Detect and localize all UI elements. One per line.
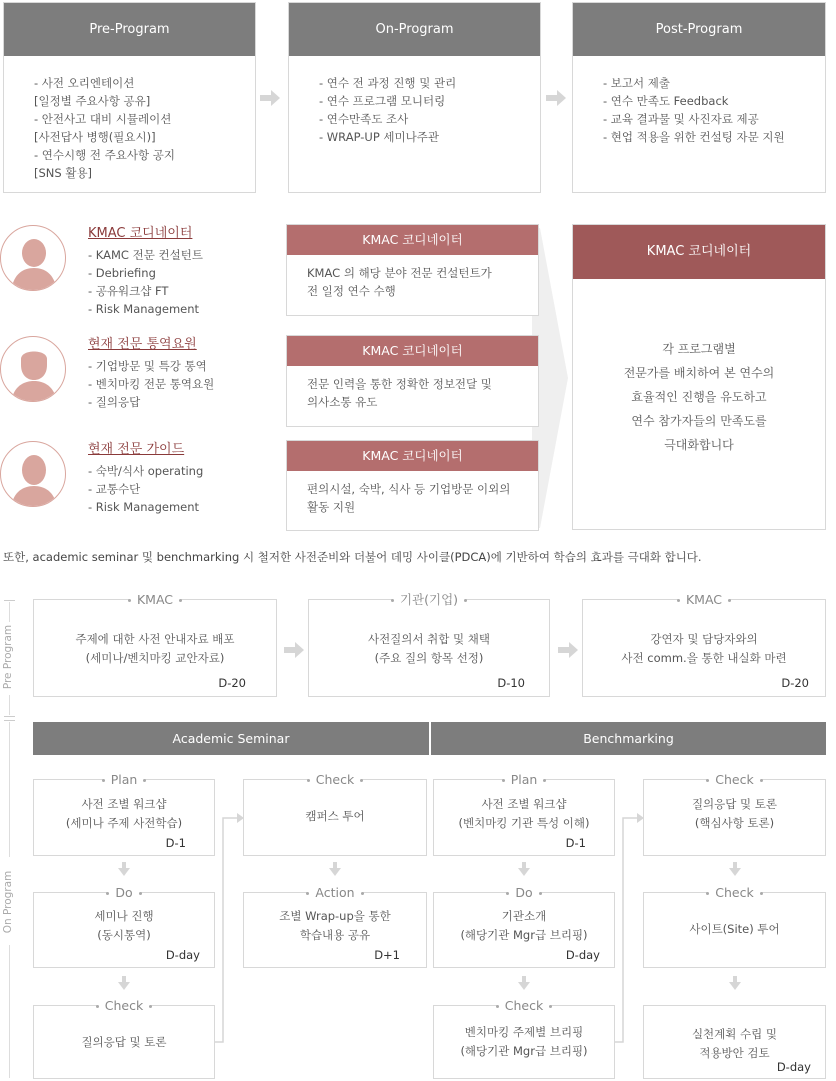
role-title: 현재 전문 가이드 <box>88 442 185 457</box>
coordinator-box-text <box>287 471 538 516</box>
flow-card <box>643 885 826 968</box>
text-line: 적용방안 검토 <box>699 1046 770 1060</box>
text-line: 학습내용 공유 <box>299 928 371 942</box>
connector-arrow-icon <box>615 808 645 1044</box>
summary-title: KMAC 코디네이터 <box>573 225 825 279</box>
text-line: 편의시설, 숙박, 식사 등 기업방문 이외의 <box>307 482 511 496</box>
text-line: 조별 Wrap-up을 통한 <box>279 909 391 923</box>
card-label: KMAC <box>678 592 730 607</box>
text-line: 강연자 및 담당자와의 <box>650 632 758 646</box>
text-line: 사전 조별 워크샵 <box>81 797 167 811</box>
list-item: - 안전사고 대비 시뮬레이션 <box>34 112 172 126</box>
flow-card <box>243 772 427 856</box>
arrow-down-icon <box>518 976 530 990</box>
arrow-down-icon <box>729 976 741 990</box>
avatar-interpreter <box>0 336 66 402</box>
role-title: KMAC 코디네이터 <box>88 226 193 241</box>
list-item: - Debriefing <box>88 266 156 280</box>
text-line: 세미나 진행 <box>94 909 154 923</box>
timeline-line <box>9 945 10 1078</box>
card-day: D-1 <box>565 836 586 850</box>
text-line: 질의응답 및 토론 <box>691 797 778 811</box>
timeline-tick <box>4 600 15 601</box>
list-item: - 연수시행 전 주요사항 공지 <box>34 148 175 162</box>
text-line: 전문가를 배치하여 본 연수의 <box>623 366 775 380</box>
coordinator-box <box>286 335 539 427</box>
text-line: 효율적인 진행을 유도하고 <box>631 390 767 404</box>
text-line: 전문 인력을 통한 정확한 정보전달 및 <box>307 377 492 391</box>
card-day: D-1 <box>165 836 186 850</box>
card-text <box>434 907 614 945</box>
description-note: 또한, academic seminar 및 benchmarking 시 철저한 사전준비와 더불어 데밍 사이클(PDCA)에 기반하여 학습의 효과를 극대화 합니다. <box>3 550 702 564</box>
coordinator-box <box>286 440 539 531</box>
section-academic-seminar: Academic Seminar <box>33 722 429 755</box>
connector-arrow-icon <box>215 808 245 1044</box>
list-item: [일정별 주요사항 공유] <box>34 94 151 108</box>
list-item: - 질의응답 <box>88 395 141 409</box>
arrow-right-icon <box>259 87 281 109</box>
arrow-right-icon <box>283 639 305 661</box>
text-line: 질의응답 및 토론 <box>81 1035 167 1049</box>
card-label: 기관(기업) <box>392 592 466 607</box>
card-text <box>309 630 549 668</box>
list-item: - 사전 오리엔테이션 <box>34 76 135 90</box>
phase-title: Pre-Program <box>4 3 255 56</box>
card-text <box>583 630 825 668</box>
list-item: [SNS 활용] <box>34 166 93 180</box>
list-item: - 현업 적용을 위한 컨설팅 자문 지원 <box>603 130 785 144</box>
coordinator-box <box>286 224 539 316</box>
phase-list <box>573 56 825 146</box>
list-item: - 벤치마킹 전문 통역요원 <box>88 377 215 391</box>
text-line: 기관소개 <box>501 909 547 923</box>
text-line: 의사소통 유도 <box>307 395 378 409</box>
card-day: D-20 <box>218 676 246 690</box>
arrow-down-icon <box>118 976 130 990</box>
card-text <box>644 920 825 939</box>
text-line: KMAC 의 해당 분야 전문 컨설턴트가 <box>307 266 492 280</box>
arrow-down-icon <box>118 862 130 876</box>
list-item: - KAMC 전문 컨설턴트 <box>88 248 203 262</box>
text-line: 실천계획 수립 및 <box>691 1027 778 1041</box>
flow-card <box>433 885 615 968</box>
text-line: 사전 comm.을 통한 내실화 마련 <box>621 651 787 665</box>
card-text <box>644 795 825 833</box>
text-line: 사전 조별 워크샵 <box>481 797 567 811</box>
card-day: D-20 <box>781 676 809 690</box>
card-label: Do <box>507 885 540 900</box>
person-icon <box>1 442 66 507</box>
arrow-right-icon <box>545 87 567 109</box>
coordinator-box-title: KMAC 코디네이터 <box>287 225 538 255</box>
coordinator-box-text <box>287 366 538 411</box>
coordinator-box-text <box>287 255 538 300</box>
card-text <box>34 907 214 945</box>
list-item: - 보고서 제출 <box>603 76 671 90</box>
card-label: Action <box>307 885 362 900</box>
text-line: 캠퍼스 투어 <box>305 809 365 823</box>
person-icon <box>1 226 66 291</box>
text-line: (동시통역) <box>97 928 151 942</box>
text-line: 전 일정 연수 수행 <box>307 284 396 298</box>
timeline-line <box>9 695 10 715</box>
arrow-down-icon <box>729 862 741 876</box>
arrow-down-icon <box>518 862 530 876</box>
card-label: KMAC <box>129 592 181 607</box>
person-icon <box>1 337 66 402</box>
text-line: 주제에 대한 사전 안내자료 배포 <box>75 632 235 646</box>
text-line: (벤치마킹 기관 특성 이해) <box>458 816 590 830</box>
card-text <box>244 807 426 826</box>
list-item: - 연수 만족도 Feedback <box>603 94 729 108</box>
role-list <box>88 246 203 318</box>
side-label-on: On Program <box>2 870 14 934</box>
phase-pre-program <box>3 2 256 193</box>
list-item: - 기업방문 및 특강 통역 <box>88 359 207 373</box>
list-item: - Risk Management <box>88 500 200 514</box>
card-text <box>434 795 614 833</box>
list-item: - 교통수단 <box>88 482 141 496</box>
card-day: D-day <box>165 948 200 962</box>
card-text <box>244 907 426 945</box>
phase-title: Post-Program <box>573 3 825 56</box>
arrow-down-icon <box>329 862 341 876</box>
pre-program-card <box>33 592 277 697</box>
summary-box <box>572 224 826 530</box>
phase-on-program <box>288 2 541 193</box>
summary-text <box>573 279 825 457</box>
flow-card <box>33 885 215 968</box>
list-item: - 연수 프로그램 모니터링 <box>319 94 446 108</box>
card-day: D-day <box>776 1060 811 1074</box>
text-line: 각 프로그램별 <box>662 342 736 356</box>
role-list <box>88 462 203 516</box>
card-label: Plan <box>503 772 546 787</box>
list-item: - 교육 결과물 및 사진자료 제공 <box>603 112 759 126</box>
pre-program-card <box>582 592 826 697</box>
card-label: Check <box>97 998 151 1013</box>
phase-post-program <box>572 2 826 193</box>
coordinator-box-title: KMAC 코디네이터 <box>287 441 538 471</box>
list-item: [사전답사 병행(필요시)] <box>34 130 156 144</box>
coordinator-box-title: KMAC 코디네이터 <box>287 336 538 366</box>
flow-card <box>433 998 615 1079</box>
flow-card <box>643 1005 826 1079</box>
list-item: - 연수만족도 조사 <box>319 112 409 126</box>
pre-program-card <box>308 592 550 697</box>
list-item: - 연수 전 과정 진행 및 관리 <box>319 76 457 90</box>
role-list <box>88 357 214 411</box>
phase-title: On-Program <box>289 3 540 56</box>
card-label: Check <box>707 772 761 787</box>
section-benchmarking: Benchmarking <box>431 722 826 755</box>
text-line: (핵심사항 토론) <box>694 816 775 830</box>
role-title: 현재 전문 통역요원 <box>88 337 197 352</box>
card-label: Check <box>497 998 551 1013</box>
card-label: Check <box>308 772 362 787</box>
text-line: (세미나/벤치마킹 교안자료) <box>85 651 225 665</box>
text-line: 연수 참가자들의 만족도를 <box>631 414 767 428</box>
text-line: (주요 질의 항목 선정) <box>374 651 484 665</box>
flow-card <box>643 772 826 856</box>
phase-list <box>289 56 540 146</box>
timeline-tick <box>4 720 15 721</box>
card-day: D-day <box>565 948 600 962</box>
text-line: 벤치마킹 주제별 브리핑 <box>464 1025 584 1039</box>
arrow-right-icon <box>557 639 579 661</box>
flow-card <box>33 998 215 1079</box>
text-line: (해당기관 Mgr급 브리핑) <box>460 1044 588 1058</box>
text-line: 사전질의서 취합 및 채택 <box>367 632 491 646</box>
card-label: Plan <box>103 772 146 787</box>
text-line: 활동 지원 <box>307 500 356 514</box>
card-text <box>34 795 214 833</box>
list-item: - 숙박/식사 operating <box>88 464 204 478</box>
card-text <box>34 630 276 668</box>
list-item: - WRAP-UP 세미나주관 <box>319 130 439 144</box>
list-item: - Risk Management <box>88 302 200 316</box>
card-text <box>644 1025 825 1063</box>
list-item: - 공유워크샵 FT <box>88 284 169 298</box>
phase-list <box>4 56 255 182</box>
flow-card <box>33 772 215 856</box>
card-day: D-10 <box>497 676 525 690</box>
timeline-tick <box>4 716 15 717</box>
text-line: 사이트(Site) 투어 <box>689 922 780 936</box>
timeline-line <box>9 722 10 857</box>
card-text <box>34 1033 214 1052</box>
card-label: Do <box>107 885 140 900</box>
avatar-coordinator <box>0 225 66 291</box>
card-label: Check <box>707 885 761 900</box>
flow-card <box>243 885 427 968</box>
text-line: 극대화합니다 <box>664 438 734 452</box>
side-label-pre: Pre Program <box>2 624 14 690</box>
card-text <box>434 1023 614 1061</box>
avatar-guide <box>0 441 66 507</box>
text-line: (세미나 주제 사전학습) <box>65 816 183 830</box>
card-day: D+1 <box>374 948 400 962</box>
text-line: (해당기관 Mgr급 브리핑) <box>460 928 588 942</box>
flow-card <box>433 772 615 856</box>
